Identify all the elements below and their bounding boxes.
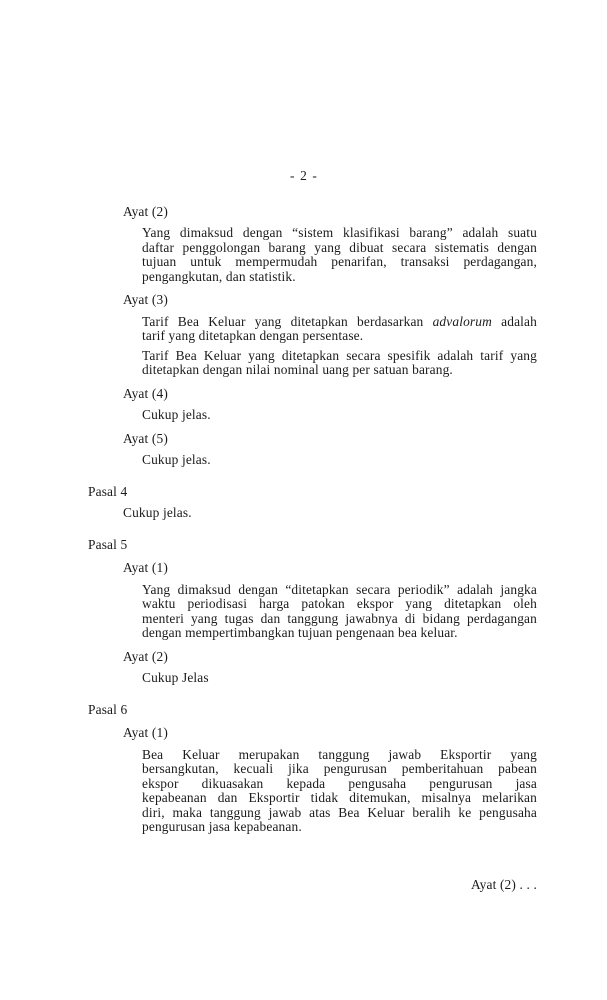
paragraph — [142, 349, 537, 378]
paragraph-line: dengan mempertimbangkan tujuan pengenaan bea keluar. — [142, 625, 458, 640]
clause-text: Cukup jelas. — [123, 505, 192, 520]
paragraph — [142, 583, 537, 641]
ayat-heading: Ayat (1) — [123, 560, 168, 575]
paragraph-line: kepabeanan dan Eksportir tidak ditemukan, misalnya melarikan — [142, 790, 537, 805]
paragraph-line: pengangkutan, dan statistik. — [142, 268, 296, 284]
paragraph — [142, 748, 537, 835]
paragraph-line: Bea Keluar merupakan tanggung jawab Eksportir yang — [142, 746, 537, 762]
clause-text: Cukup Jelas — [142, 670, 209, 685]
ayat-heading: Ayat (3) — [123, 292, 168, 307]
ayat-heading: Ayat (4) — [123, 385, 168, 401]
clause-text: Cukup jelas. — [142, 407, 211, 422]
ayat-heading: Ayat (2) — [123, 648, 168, 664]
pasal-heading: Pasal 4 — [88, 483, 128, 499]
ayat-heading: Ayat (1) — [123, 725, 168, 740]
page-number: - 2 - — [289, 168, 318, 183]
pasal-heading: Pasal 5 — [88, 536, 128, 552]
paragraph — [142, 315, 537, 344]
paragraph-line: Tarif Bea Keluar yang ditetapkan berdasarkan advalorum adalah — [142, 313, 537, 329]
paragraph-line: daftar penggolongan barang yang dibuat secara sistematis dengan — [142, 239, 537, 255]
paragraph-line: diri, maka tanggung jawab atas Bea Keluar beralih ke pengusaha — [142, 804, 537, 820]
paragraph-line: bersangkutan, kecuali jika pengurusan pemberitahuan pabean — [142, 761, 537, 776]
paragraph-line: tujuan untuk mempermudah penarifan, transaksi perdagangan, — [142, 254, 537, 269]
paragraph-line: ekspor dikuasakan kepada pengusaha pengurusan jasa — [142, 775, 537, 791]
ayat-heading: Ayat (5) — [123, 430, 168, 446]
paragraph-line: tarif yang ditetapkan dengan persentase. — [142, 328, 364, 343]
continuation-marker: Ayat (2) . . . — [471, 877, 537, 892]
paragraph — [142, 226, 537, 284]
document-body — [88, 205, 537, 835]
italic-term: advalorum — [432, 313, 492, 329]
paragraph-line: ditetapkan dengan nilai nominal uang per satuan barang. — [142, 362, 453, 377]
clause-text: Cukup jelas. — [142, 452, 211, 467]
paragraph-line: waktu periodisasi harga patokan ekspor yang ditetapkan oleh — [142, 596, 537, 611]
paragraph-line: Yang dimaksud dengan “ditetapkan secara periodik” adalah jangka — [142, 581, 537, 597]
ayat-heading: Ayat (2) — [123, 203, 168, 219]
paragraph-line: Yang dimaksud dengan “sistem klasifikasi barang” adalah suatu — [142, 225, 537, 240]
pasal-heading: Pasal 6 — [88, 701, 128, 717]
paragraph-line: Tarif Bea Keluar yang ditetapkan secara spesifik adalah tarif yang — [142, 347, 537, 363]
paragraph-line: menteri yang tugas dan tanggung jawabnya di bidang perdagangan — [142, 610, 537, 626]
paragraph-line: pengurusan jasa kepabeanan. — [142, 819, 302, 834]
